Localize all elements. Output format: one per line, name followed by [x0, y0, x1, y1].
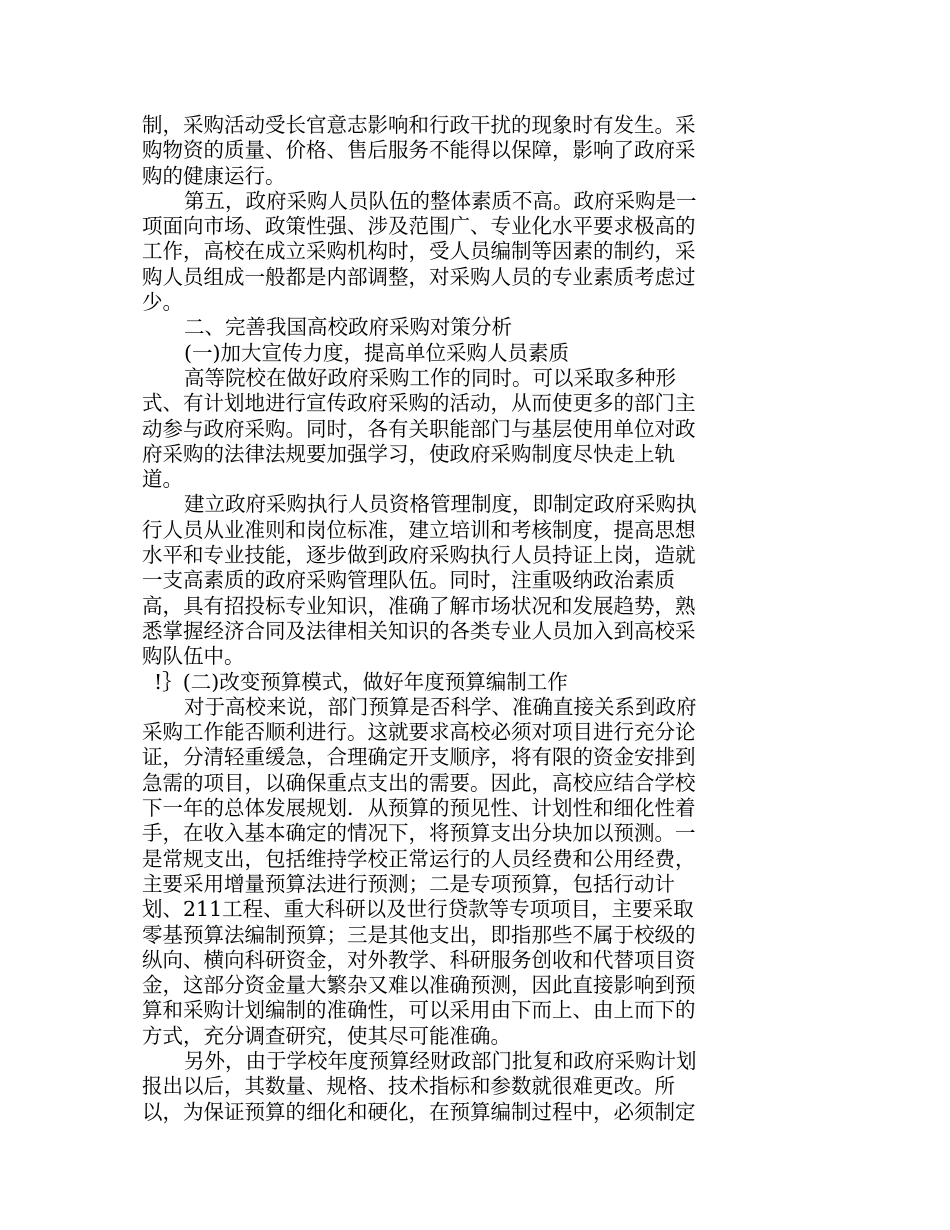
- text-line: 项面向市场、政策性强、涉及范围广、专业化水平要求极高的: [142, 214, 696, 239]
- text-line: 手，在收入基本确定的情况下，将预算支出分块加以预测。一: [142, 821, 696, 846]
- text-line: 道。: [142, 467, 183, 492]
- text-line: 以，为保证预算的细化和硬化，在预算编制过程中，必须制定: [142, 1099, 696, 1124]
- text-line: 高，具有招投标专业知识，准确了解市场状况和发展趋势，熟: [142, 593, 696, 618]
- text-line: 对于高校来说，部门预算是否科学、准确直接关系到政府: [184, 694, 697, 719]
- text-line: 算和采购计划编制的准确性，可以采用由下而上、由上而下的: [142, 998, 696, 1023]
- text-line: !｝(二)改变预算模式，做好年度预算编制工作: [154, 669, 568, 694]
- text-line: 行人员从业准则和岗位标准，建立培训和考核制度，提高思想: [142, 517, 696, 542]
- text-line: 制，采购活动受长官意志影响和行政干扰的现象时有发生。采: [142, 113, 696, 137]
- text-line: 一支高素质的政府采购管理队伍。同时，注重吸纳政治素质: [142, 568, 675, 593]
- text-line: 采购工作能否顺利进行。这就要求高校必须对项目进行充分论: [142, 720, 696, 745]
- text-line: 府采购的法律法规要加强学习，使政府采购制度尽快走上轨: [142, 441, 675, 466]
- text-line: 划、211工程、重大科研以及世行贷款等专项项目，主要采取: [142, 897, 694, 922]
- text-line: 购队伍中。: [142, 644, 245, 669]
- text-line: 动参与政府采购。同时，各有关职能部门与基层使用单位对政: [142, 416, 696, 441]
- text-line: 报出以后，其数量、规格、技术指标和参数就很难更改。所: [142, 1074, 675, 1099]
- text-line: 工作，高校在成立采购机构时，受人员编制等因素的制约，采: [142, 239, 696, 264]
- text-line: 方式，充分调查研究，使其尽可能准确。: [142, 1023, 511, 1048]
- text-line: 是常规支出，包括维持学校正常运行的人员经费和公用经费，: [142, 846, 696, 871]
- text-line: 购人员组成一般都是内部调整，对采购人员的专业素质考虑过: [142, 264, 696, 289]
- text-line: 第五，政府采购人员队伍的整体素质不高。政府采购是一: [184, 188, 697, 213]
- text-line: 下一年的总体发展规划．从预算的预见性、计划性和细化性着: [142, 796, 696, 821]
- text-line: 购的健康运行。: [142, 163, 286, 188]
- text-line: 纵向、横向科研资金，对外教学、科研服务创收和代替项目资: [142, 947, 696, 972]
- text-line: 少。: [142, 290, 183, 315]
- text-line: 主要采用增量预算法进行预测；二是专项预算，包括行动计: [142, 871, 675, 896]
- text-line: 高等院校在做好政府采购工作的同时。可以采取多种形: [184, 365, 676, 390]
- text-line: 式、有计划地进行宣传政府采购的活动，从而使更多的部门主: [142, 391, 696, 416]
- text-line: 购物资的质量、价格、售后服务不能得以保障，影响了政府采: [142, 138, 696, 163]
- text-line: 二、完善我国高校政府采购对策分析: [184, 315, 512, 340]
- text-line: 建立政府采购执行人员资格管理制度，即制定政府采购执: [184, 492, 697, 517]
- text-line: 金，这部分资金量大繁杂又难以准确预测，因此直接影响到预: [142, 973, 696, 998]
- text-line: 零基预算法编制预算；三是其他支出，即指那些不属于校级的: [142, 922, 696, 947]
- text-line: 急需的项目，以确保重点支出的需要。因此，高校应结合学校: [142, 770, 696, 795]
- text-line: 悉掌握经济合同及法律相关知识的各类专业人员加入到高校采: [142, 618, 696, 643]
- text-line: 水平和专业技能，逐步做到政府采购执行人员持证上岗，造就: [142, 543, 696, 568]
- document-body: [142, 113, 742, 1125]
- text-line: 证，分清轻重缓急，合理确定开支顺序，将有限的资金安排到: [142, 745, 696, 770]
- text-line: (一)加大宣传力度，提高单位采购人员素质: [184, 340, 569, 365]
- text-line: 另外，由于学校年度预算经财政部门批复和政府采购计划: [184, 1048, 697, 1073]
